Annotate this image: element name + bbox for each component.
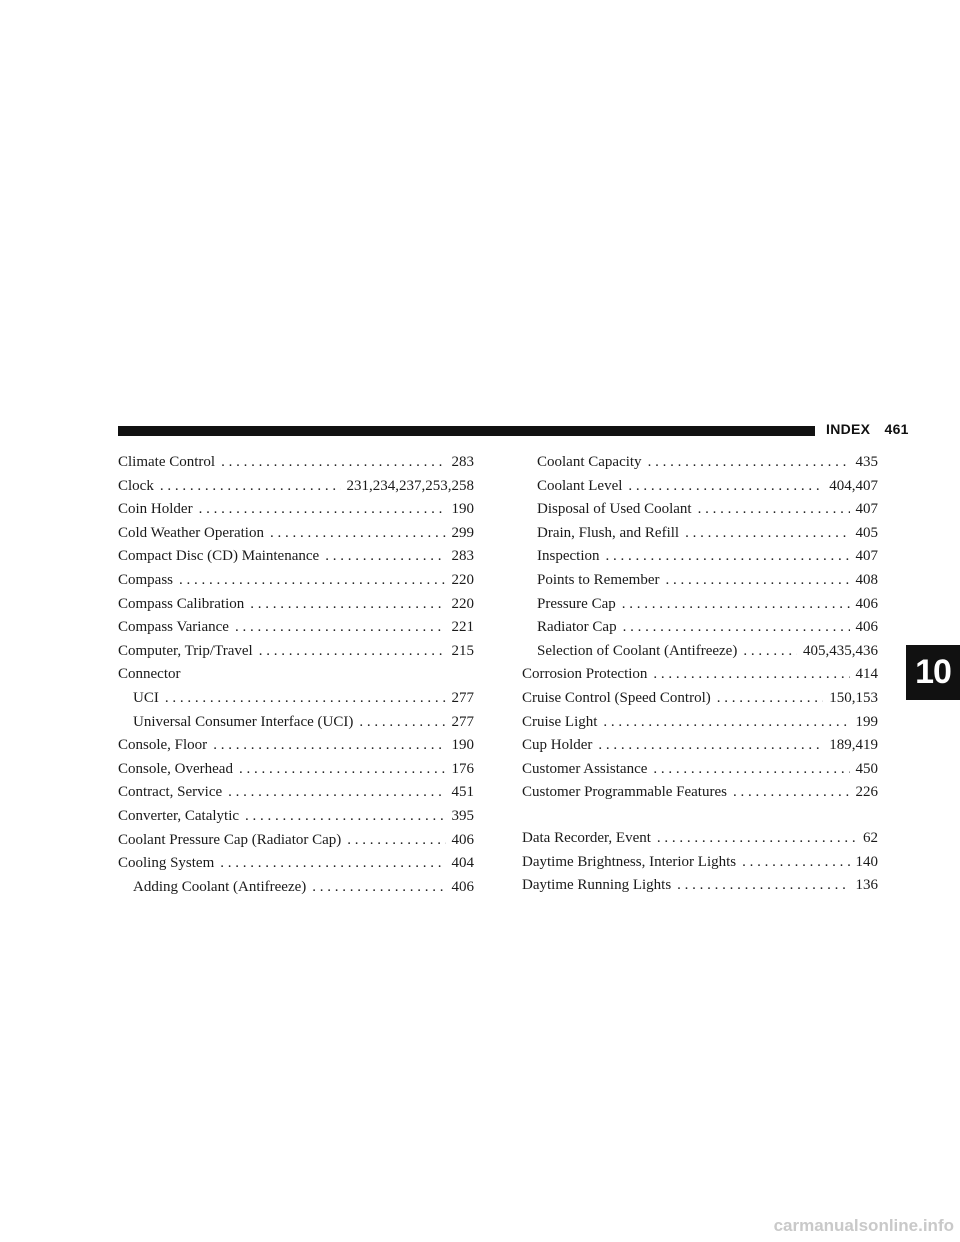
section-title: INDEX: [826, 421, 871, 437]
index-term: Cooling System: [118, 855, 215, 872]
index-term: Radiator Cap: [537, 619, 617, 636]
index-entry: [522, 758, 878, 782]
index-entry: [118, 852, 474, 876]
index-term: Compass Variance: [118, 619, 229, 636]
index-pages: 62: [863, 829, 878, 846]
index-pages: 189,419: [829, 737, 878, 754]
page-header: [826, 421, 909, 437]
index-term: Coin Holder: [118, 501, 193, 518]
index-pages: 407: [855, 501, 878, 518]
index-pages: 190: [451, 737, 474, 754]
index-entry: [118, 451, 474, 475]
index-subentry: [522, 475, 878, 499]
index-term: Console, Overhead: [118, 760, 233, 777]
index-term: Coolant Pressure Cap (Radiator Cap): [118, 831, 342, 848]
index-pages: 406: [451, 878, 474, 895]
index-term: Customer Programmable Features: [522, 784, 727, 801]
index-term: Drain, Flush, and Refill: [537, 524, 680, 541]
index-term: Customer Assistance: [522, 760, 648, 777]
index-term: Disposal of Used Coolant: [537, 501, 692, 518]
index-pages: 395: [451, 807, 474, 824]
index-pages: 299: [451, 524, 474, 541]
index-subentry: [118, 687, 474, 711]
chapter-tab: 10: [906, 645, 960, 700]
index-pages: 190: [451, 501, 474, 518]
index-subentry: [522, 616, 878, 640]
index-term: Coolant Capacity: [537, 454, 642, 470]
index-subentry: [522, 593, 878, 617]
index-subentry: [522, 545, 878, 569]
index-pages: 406: [855, 619, 878, 636]
index-pages: 405: [855, 524, 878, 541]
index-pages: 215: [451, 642, 474, 659]
index-pages: 220: [451, 571, 474, 588]
index-pages: 414: [855, 666, 878, 683]
index-subentry: [522, 451, 878, 475]
index-entry: [118, 829, 474, 853]
index-term: Cruise Control (Speed Control): [522, 689, 711, 706]
index-term: Selection of Coolant (Antifreeze): [537, 642, 738, 659]
index-entry: [522, 734, 878, 758]
index-term: Adding Coolant (Antifreeze): [133, 878, 307, 895]
header-rule: [118, 426, 815, 436]
index-pages: 404,407: [829, 477, 878, 494]
index-pages: 150,153: [829, 689, 878, 706]
page-number: 461: [884, 421, 909, 437]
index-term: Coolant Level: [537, 477, 623, 494]
index-entry: [522, 851, 878, 875]
index-entry: [118, 758, 474, 782]
index-entry: [118, 805, 474, 829]
index-term: Universal Consumer Interface (UCI): [133, 713, 354, 730]
index-entry: [118, 569, 474, 593]
index-pages: 277: [451, 689, 474, 706]
index-pages: 199: [855, 713, 878, 730]
index-column-right: [522, 451, 878, 898]
index-subentry: [118, 876, 474, 900]
index-pages: 435: [855, 454, 878, 470]
index-term: Cup Holder: [522, 737, 593, 754]
index-pages: 226: [855, 784, 878, 801]
index-term: Compact Disc (CD) Maintenance: [118, 548, 320, 565]
index-entry: [522, 663, 878, 687]
index-entry: [118, 475, 474, 499]
index-term: Pressure Cap: [537, 595, 616, 612]
index-term: Compass Calibration: [118, 595, 245, 612]
index-term: Daytime Brightness, Interior Lights: [522, 853, 737, 870]
letter-group-gap: [522, 805, 878, 827]
index-entry: [522, 827, 878, 851]
index-subentry: [118, 711, 474, 735]
index-entry: [118, 498, 474, 522]
index-term: Computer, Trip/Travel: [118, 642, 253, 659]
index-entry: [522, 711, 878, 735]
index-term: Cold Weather Operation: [118, 524, 264, 541]
index-pages: 220: [451, 595, 474, 612]
index-pages: 406: [855, 595, 878, 612]
index-term: Console, Floor: [118, 737, 208, 754]
index-term: Data Recorder, Event: [522, 829, 651, 846]
index-entry: [118, 781, 474, 805]
index-pages: 408: [855, 571, 878, 588]
index-entry: [118, 616, 474, 640]
index-pages: 405,435,436: [803, 642, 878, 659]
index-entry: [522, 781, 878, 805]
index-entry: [118, 640, 474, 664]
index-term: Connector: [118, 666, 181, 683]
index-term: Inspection: [537, 548, 600, 565]
index-column-left: [118, 451, 474, 899]
index-term: Clock: [118, 477, 154, 494]
index-entry: [118, 545, 474, 569]
index-entry: [522, 687, 878, 711]
index-pages: 221: [451, 619, 474, 636]
index-term: Corrosion Protection: [522, 666, 648, 683]
index-pages: 406: [451, 831, 474, 848]
index-pages: 283: [451, 454, 474, 470]
index-pages: 451: [451, 784, 474, 801]
index-subentry: [522, 569, 878, 593]
index-term: Cruise Light: [522, 713, 598, 730]
index-pages: 176: [451, 760, 474, 777]
index-pages: 136: [855, 877, 878, 894]
index-subentry: [522, 522, 878, 546]
index-subentry: [522, 498, 878, 522]
index-pages: 231,234,237,253,258: [346, 477, 474, 494]
index-term: Daytime Running Lights: [522, 877, 672, 894]
index-pages: 407: [855, 548, 878, 565]
watermark: carmanualsonline.info: [773, 1216, 954, 1235]
index-pages: 140: [855, 853, 878, 870]
index-pages: 404: [451, 855, 474, 872]
index-entry: [522, 874, 878, 898]
index-pages: 283: [451, 548, 474, 565]
index-pages: 277: [451, 713, 474, 730]
index-entry: [118, 522, 474, 546]
index-entry: [118, 593, 474, 617]
index-term: Contract, Service: [118, 784, 223, 801]
index-term: Converter, Catalytic: [118, 807, 240, 824]
index-subentry: [522, 640, 878, 664]
index-term: Points to Remember: [537, 571, 660, 588]
index-term: UCI: [133, 689, 159, 706]
index-entry: [118, 734, 474, 758]
index-pages: 450: [855, 760, 878, 777]
index-heading: [118, 663, 474, 687]
index-term: Climate Control: [118, 454, 216, 470]
index-term: Compass: [118, 571, 174, 588]
